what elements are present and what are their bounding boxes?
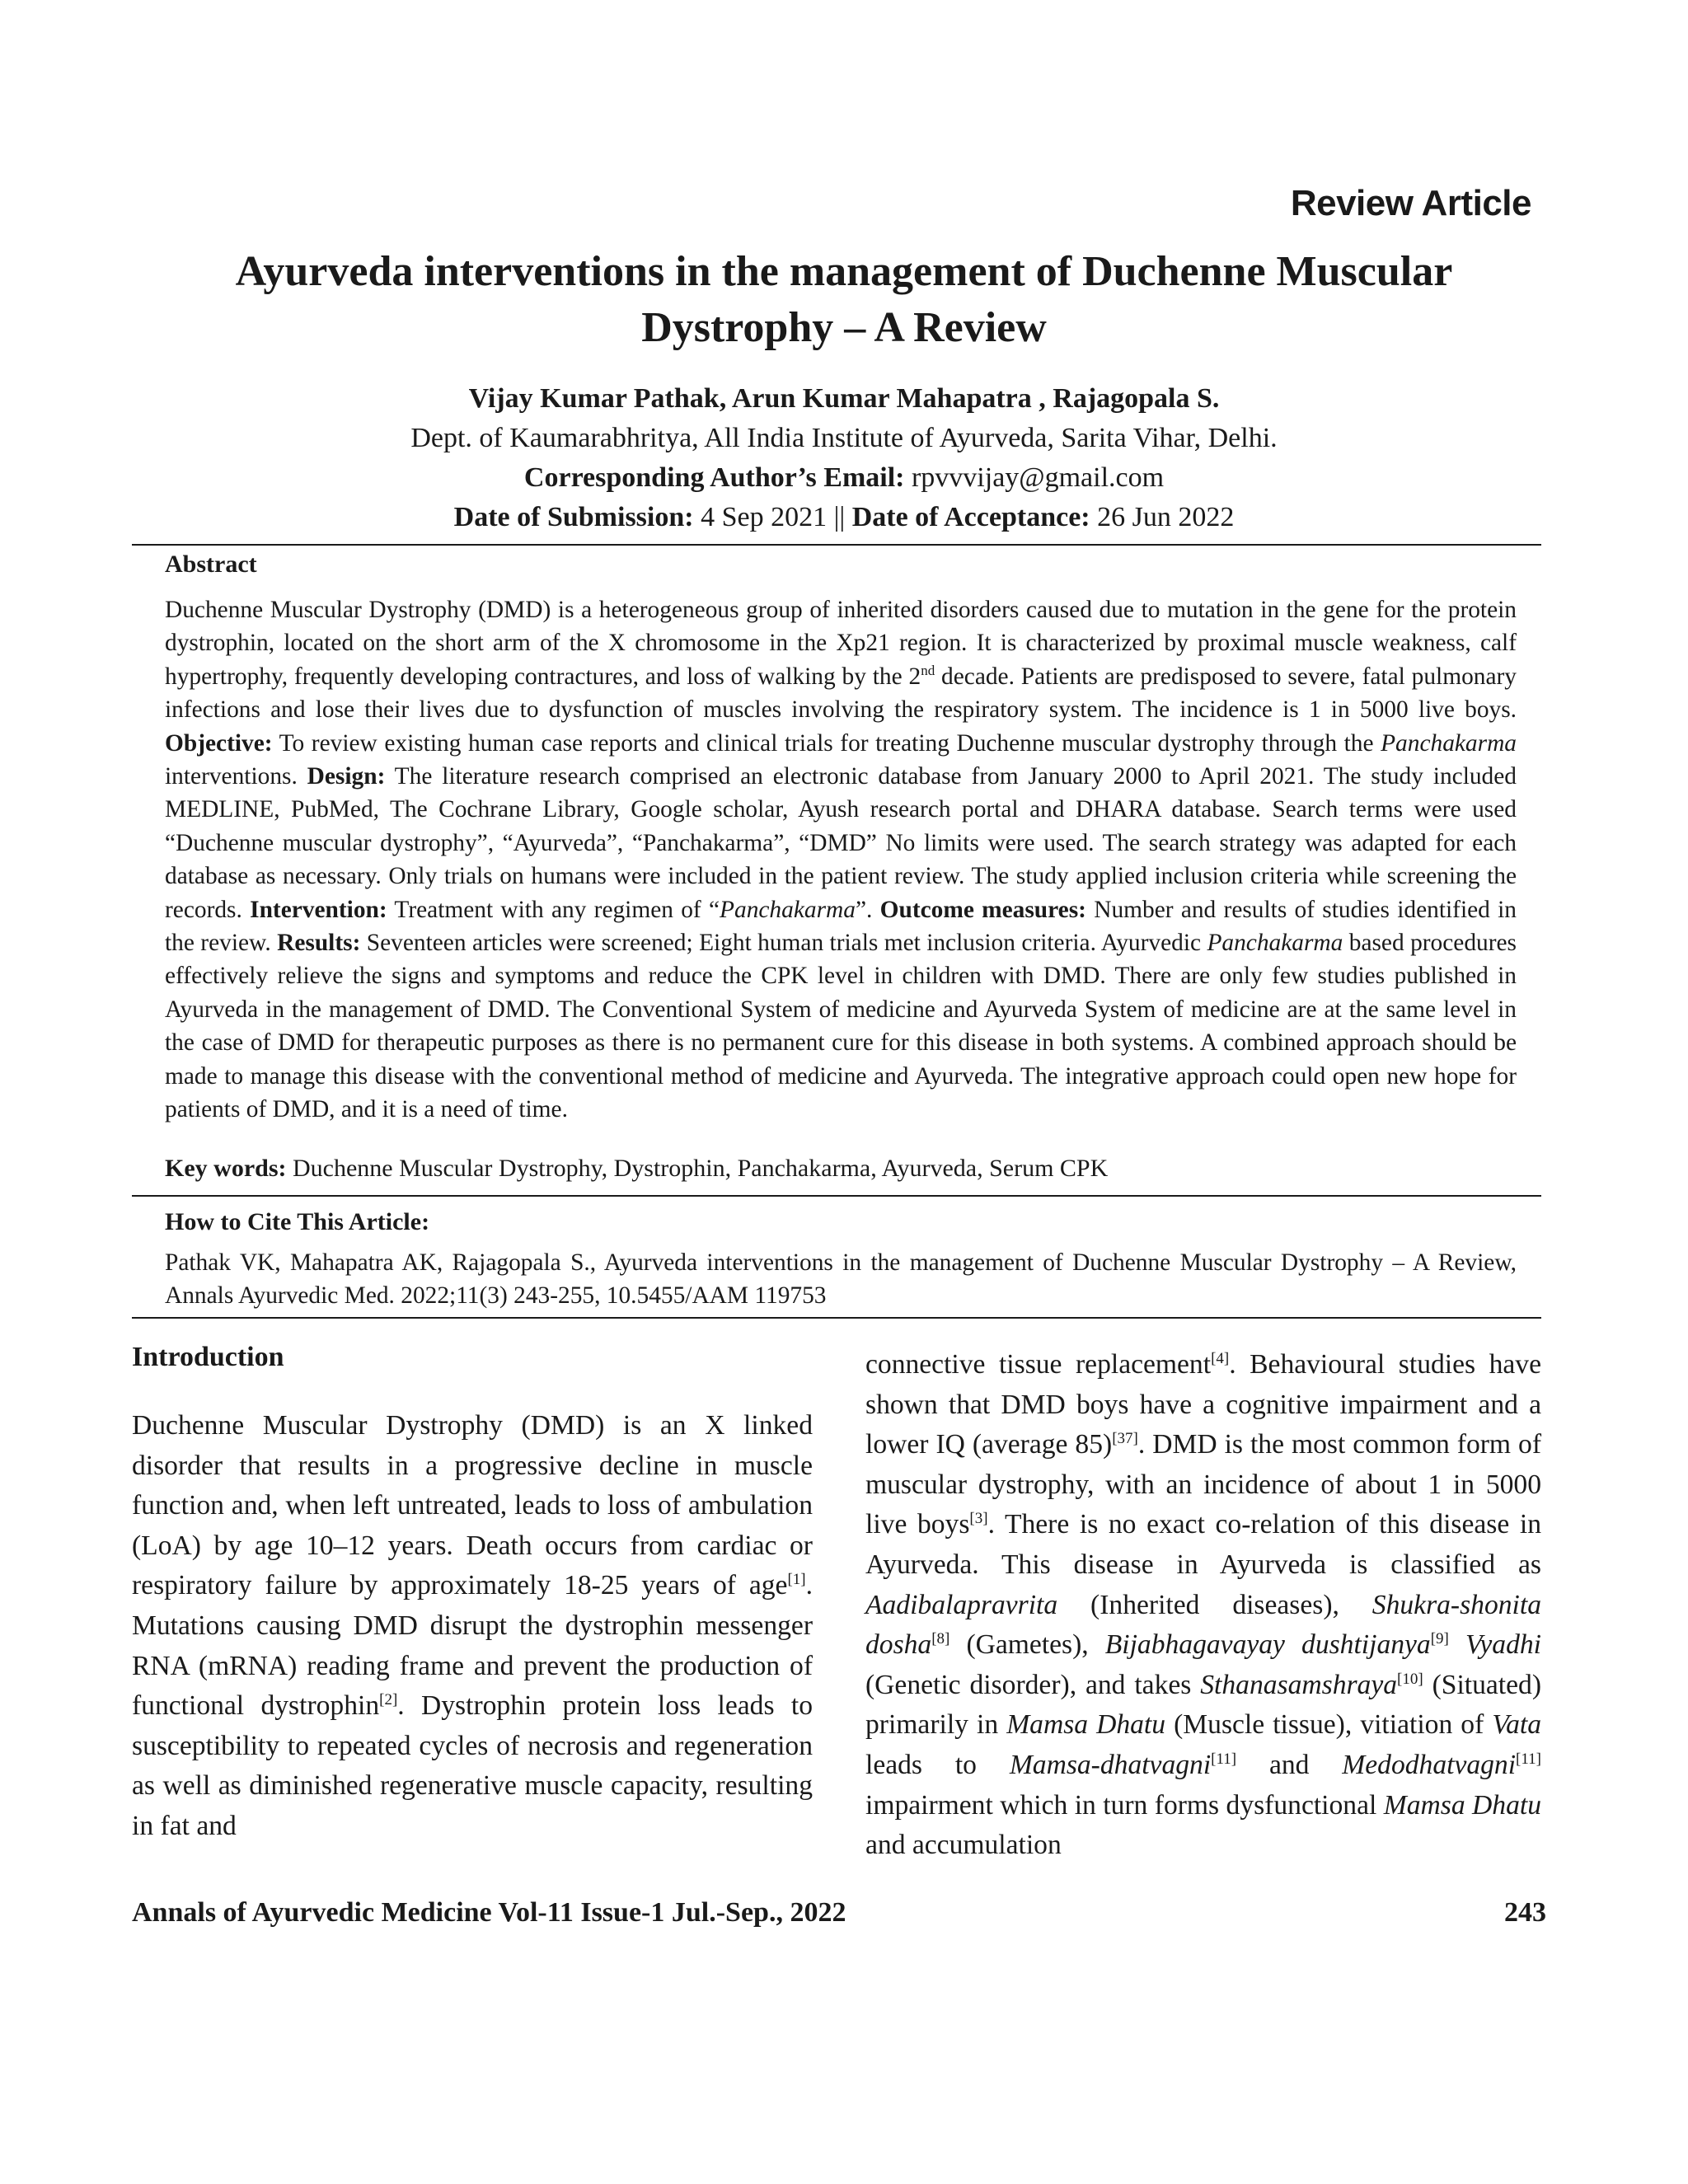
acceptance-label: Date of Acceptance: bbox=[851, 502, 1090, 532]
footer-page-number: 243 bbox=[1504, 1897, 1546, 1928]
ref-10[interactable]: [10] bbox=[1397, 1670, 1423, 1688]
intro-text: . DMD is the most common form of muscular dystrophy, with an incidence of about 1 in 5000 live boys bbox=[865, 1429, 1542, 1540]
term-mamsa-dhatu: Mamsa Dhatu bbox=[1383, 1789, 1541, 1821]
footer-journal: Annals of Ayurvedic Medicine Vol-11 Issue-1 Jul.-Sep., 2022 bbox=[132, 1897, 846, 1928]
intro-text: (Situated) primarily in bbox=[865, 1669, 1542, 1741]
intro-text bbox=[1449, 1629, 1465, 1660]
article-type-label: Review Article bbox=[1290, 183, 1531, 223]
paper-title: Ayurveda interventions in the management of Duchenne Muscular Dystrophy – A Review bbox=[235, 248, 1453, 351]
intro-text: . Dystrophin protein loss leads to susceptibility to repeated cycles of necrosis and regeneration as well as diminished regenerative muscle capacity, resulting in fat and bbox=[132, 1690, 813, 1841]
ref-3[interactable]: [3] bbox=[969, 1510, 988, 1528]
intervention-text-a: Treatment with any regimen of “ bbox=[387, 896, 720, 923]
term-vata: Vata bbox=[1492, 1709, 1542, 1741]
email-label: Corresponding Author’s Email: bbox=[523, 462, 905, 493]
term-shukra-shonita: Shukra-shonita dosha bbox=[865, 1589, 1541, 1661]
intro-right-column bbox=[865, 1345, 1541, 1866]
email-address[interactable]: rpvvvijay@gmail.com bbox=[911, 462, 1165, 493]
objective-text-b: interventions. bbox=[165, 763, 307, 790]
term-mamsa-dhatvagni: Mamsa-dhatvagni bbox=[1009, 1749, 1212, 1780]
keywords-line bbox=[165, 1152, 1517, 1185]
intervention-text-b: ”. bbox=[855, 896, 880, 923]
results-text-b: based procedures effectively relieve the signs and symptoms and reduce the CPK level in children with DMD. There are only few studies published in Ayurveda in the management of DMD. The Conventional System of medicine and Ayurveda System of medicine are at the same level in the case of DMD for therapeutic purposes as there is no permanent cure for this disease in both systems. A combined approach should be made to manage this disease with the conventional method of medicine and Ayurveda. The integrative approach could open new hope for patients of DMD, and it is a need of time. bbox=[165, 930, 1517, 1123]
corresponding-email-line bbox=[0, 460, 1688, 496]
results-label: Results: bbox=[277, 930, 361, 957]
results-italic: Panchakarma bbox=[1207, 930, 1343, 957]
divider-citation bbox=[132, 1317, 1541, 1319]
intro-text: . Mutations causing DMD disrupt the dystrophin messenger RNA (mRNA) reading frame and prevent the production of functional dystrophin bbox=[132, 1570, 813, 1722]
ref-1[interactable]: [1] bbox=[787, 1571, 806, 1589]
ref-2[interactable]: [2] bbox=[379, 1690, 398, 1708]
outcome-text: Number and results of studies identified in the review. bbox=[165, 896, 1517, 957]
citation-text: Pathak VK, Mahapatra AK, Rajagopala S., Ayurveda interventions in the management of Duchenne Muscular Dystrophy – A Review, Annals Ayurvedic Med. 2022;11(3) 243-255, 10.5455/AAM 119753 bbox=[165, 1249, 1517, 1309]
intro-text: (Gametes), bbox=[950, 1629, 1105, 1661]
outcome-label: Outcome measures: bbox=[879, 896, 1086, 923]
divider-keywords bbox=[132, 1195, 1541, 1197]
introduction-heading: Introduction bbox=[132, 1342, 284, 1372]
abstract-body bbox=[165, 593, 1517, 1127]
intro-text: and bbox=[1236, 1749, 1343, 1780]
objective-text-a: To review existing human case reports and clinical trials for treating Duchenne muscular dystrophy through the bbox=[272, 729, 1381, 757]
intro-text: . Behavioural studies have shown that DMD boys have a cognitive impairment and a lower IQ (average 85) bbox=[865, 1349, 1542, 1460]
ref-8[interactable]: [8] bbox=[931, 1629, 950, 1647]
intro-text: impairment which in turn forms dysfunctional bbox=[865, 1789, 1384, 1821]
ref-11[interactable]: [11] bbox=[1211, 1750, 1237, 1768]
author-list: Vijay Kumar Pathak, Arun Kumar Mahapatra , Rajagopala S. bbox=[468, 383, 1220, 414]
intro-text: (Inherited diseases), bbox=[1057, 1589, 1372, 1620]
divider-top bbox=[132, 544, 1541, 546]
intro-text: connective tissue replacement bbox=[865, 1349, 1212, 1380]
term-bijabhagavayay: Bijabhagavayay dushtijanya bbox=[1104, 1629, 1431, 1661]
submission-label: Date of Submission: bbox=[453, 502, 694, 532]
intervention-italic: Panchakarma bbox=[720, 896, 856, 923]
objective-label: Objective: bbox=[165, 729, 273, 757]
term-aadibalapravrita: Aadibalapravrita bbox=[865, 1589, 1058, 1620]
date-separator: || bbox=[833, 502, 846, 532]
ref-9[interactable]: [9] bbox=[1430, 1629, 1449, 1647]
abstract-text-1: Duchenne Muscular Dystrophy (DMD) is a heterogeneous group of inherited disorders caused due to mutation in the gene for the protein dystrophin, located on the short arm of the X chromosome in the Xp21 region. It is characterized by proximal muscle weakness, calf hypertrophy, frequently developing contractures, and loss of walking by the 2 bbox=[165, 597, 1517, 690]
acceptance-date: 26 Jun 2022 bbox=[1097, 502, 1235, 532]
term-vyadhi: Vyadhi bbox=[1465, 1629, 1541, 1661]
intro-text: and accumulation bbox=[865, 1830, 1062, 1861]
term-medodhatvagni: Medodhatvagni bbox=[1342, 1749, 1517, 1780]
intervention-label: Intervention: bbox=[250, 896, 387, 923]
abstract-heading: Abstract bbox=[165, 551, 257, 578]
ref-11[interactable]: [11] bbox=[1516, 1750, 1541, 1768]
term-sthanasamshraya: Sthanasamshraya bbox=[1200, 1669, 1398, 1700]
ref-4[interactable]: [4] bbox=[1211, 1349, 1230, 1367]
term-mamsa-dhatu: Mamsa Dhatu bbox=[1006, 1709, 1166, 1741]
abstract-sup-nd: nd bbox=[921, 663, 935, 679]
objective-italic: Panchakarma bbox=[1381, 729, 1517, 757]
dates-line bbox=[0, 499, 1688, 536]
intro-text: leads to bbox=[865, 1749, 1010, 1780]
keywords-text: Duchenne Muscular Dystrophy, Dystrophin, Panchakarma, Ayurveda, Serum CPK bbox=[286, 1155, 1109, 1182]
intro-text: Duchenne Muscular Dystrophy (DMD) is an X linked disorder that results in a progressive decline in muscle function and, when left untreated, leads to loss of ambulation (LoA) by age 10–12 years. Death occurs from cardiac or respiratory failure by approximately 18-25 years of age bbox=[132, 1410, 813, 1601]
citation-heading: How to Cite This Article: bbox=[165, 1208, 430, 1235]
intro-text: (Genetic disorder), and takes bbox=[865, 1669, 1201, 1700]
intro-text: (Muscle tissue), vitiation of bbox=[1165, 1709, 1493, 1741]
results-text-a: Seventeen articles were screened; Eight human trials met inclusion criteria. Ayurvedic bbox=[360, 930, 1207, 957]
keywords-label: Key words: bbox=[165, 1155, 287, 1182]
submission-date: 4 Sep 2021 bbox=[701, 502, 828, 532]
ref-37[interactable]: [37] bbox=[1112, 1430, 1138, 1447]
design-label: Design: bbox=[307, 763, 386, 790]
abstract-text-2: decade. Patients are predisposed to severe, fatal pulmonary infections and lose their lives due to dysfunction of muscles involving the respiratory system. The incidence is 1 in 5000 live boys. bbox=[165, 663, 1517, 724]
intro-text: . There is no exact co-relation of this disease in Ayurveda. This disease in Ayurveda is classified as bbox=[865, 1509, 1541, 1580]
intro-left-column bbox=[132, 1406, 813, 1847]
design-text: The literature research comprised an electronic database from January 2000 to April 2021. The study included MEDLINE, PubMed, The Cochrane Library, Google scholar, Ayush research portal and DHARA database. Search terms were used “Duchenne muscular dystrophy”, “Ayurveda”, “Panchakarma”, “DMD” No limits were used. The search strategy was adapted for each database as necessary. Only trials on humans were included in the patient review. The study applied inclusion criteria while screening the records. bbox=[165, 763, 1517, 923]
affiliation: Dept. of Kaumarabhritya, All India Institute of Ayurveda, Sarita Vihar, Delhi. bbox=[410, 423, 1278, 453]
